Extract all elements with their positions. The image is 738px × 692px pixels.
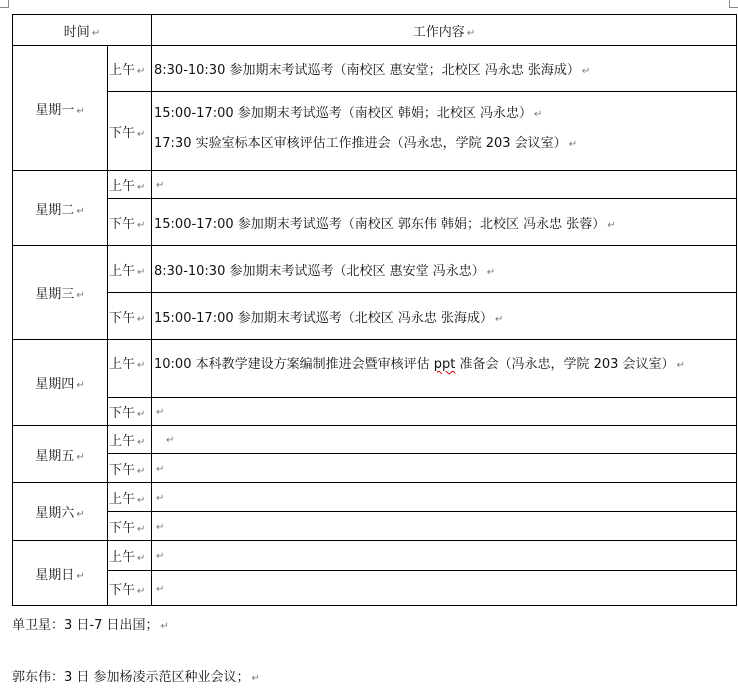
return-mark: ↵ bbox=[137, 553, 146, 564]
header-row bbox=[13, 15, 737, 46]
note-text: 郭东伟：3 日 参加杨凌示范区种业会议； bbox=[12, 670, 250, 685]
schedule-entry: 15:00-17:00 参加期末考试巡考（南校区 郭东伟 韩娟；北校区 冯永忠 张蓉） bbox=[154, 216, 606, 232]
day-row-sunday-am bbox=[13, 541, 737, 571]
half-cell-am[interactable] bbox=[108, 246, 152, 293]
half-label-am: 上午 bbox=[109, 550, 136, 565]
content-cell-sunday-pm[interactable] bbox=[152, 571, 737, 606]
return-mark: ↵ bbox=[156, 521, 165, 533]
half-label-am: 上午 bbox=[109, 263, 136, 279]
content-cell-monday-pm[interactable] bbox=[152, 92, 737, 171]
content-cell-monday-am[interactable] bbox=[152, 46, 737, 92]
day-cell-friday[interactable] bbox=[13, 426, 108, 483]
half-label-am: 上午 bbox=[109, 179, 136, 194]
return-mark: ↵ bbox=[76, 570, 85, 582]
content-cell-saturday-pm[interactable] bbox=[152, 512, 737, 541]
return-mark: ↵ bbox=[137, 494, 146, 506]
return-mark: ↵ bbox=[137, 66, 146, 77]
content-cell-thursday-am[interactable] bbox=[152, 340, 737, 398]
header-time-cell[interactable] bbox=[13, 15, 152, 46]
schedule-entry: 8:30-10:30 参加期末考试巡考（北校区 惠安堂 冯永忠） bbox=[154, 263, 485, 279]
half-cell-am[interactable] bbox=[108, 46, 152, 92]
day-label: 星期四 bbox=[35, 377, 75, 392]
half-label-am: 上午 bbox=[109, 357, 136, 372]
half-label-am: 上午 bbox=[109, 491, 136, 507]
content-cell-sunday-am[interactable] bbox=[152, 541, 737, 571]
return-mark: ↵ bbox=[486, 266, 496, 278]
return-mark: ↵ bbox=[76, 380, 85, 391]
schedule-entry: 15:00-17:00 参加期末考试巡考（北校区 冯永忠 张海成） bbox=[154, 310, 494, 326]
return-mark: ↵ bbox=[166, 435, 175, 446]
header-time-label: 时间 bbox=[63, 24, 90, 40]
day-label: 星期六 bbox=[35, 506, 75, 521]
day-row-tuesday-pm bbox=[13, 199, 737, 246]
day-cell-tuesday[interactable] bbox=[13, 171, 108, 246]
day-row-wednesday-pm bbox=[13, 293, 737, 340]
return-mark: ↵ bbox=[495, 313, 504, 325]
return-mark: ↵ bbox=[137, 128, 146, 140]
half-cell-pm[interactable] bbox=[108, 571, 152, 606]
return-mark: ↵ bbox=[137, 465, 146, 477]
note-line-1[interactable] bbox=[12, 614, 169, 633]
half-cell-pm[interactable] bbox=[108, 454, 152, 483]
return-mark: ↵ bbox=[76, 105, 85, 117]
return-mark: ↵ bbox=[137, 585, 146, 597]
day-row-thursday-am bbox=[13, 340, 737, 398]
day-cell-wednesday[interactable] bbox=[13, 246, 108, 340]
return-mark: ↵ bbox=[76, 451, 85, 463]
half-label-pm: 下午 bbox=[109, 216, 136, 232]
header-content-label: 工作内容 bbox=[412, 24, 465, 40]
return-mark: ↵ bbox=[137, 182, 146, 193]
return-mark: ↵ bbox=[137, 437, 146, 448]
half-label-pm: 下午 bbox=[109, 582, 136, 598]
content-cell-friday-pm[interactable] bbox=[152, 454, 737, 483]
half-cell-pm[interactable] bbox=[108, 293, 152, 340]
day-row-tuesday-am bbox=[13, 171, 737, 199]
half-cell-am[interactable] bbox=[108, 426, 152, 454]
content-cell-thursday-pm[interactable] bbox=[152, 398, 737, 426]
day-label: 星期二 bbox=[35, 202, 75, 218]
half-cell-am[interactable] bbox=[108, 171, 152, 199]
day-label: 星期五 bbox=[35, 448, 75, 464]
content-cell-tuesday-pm[interactable] bbox=[152, 199, 737, 246]
crop-mark-icon bbox=[0, 0, 9, 8]
content-cell-saturday-am[interactable] bbox=[152, 483, 737, 512]
schedule-entry: 15:00-17:00 参加期末考试巡考（南校区 韩娟；北校区 冯永忠） bbox=[154, 105, 533, 121]
half-cell-am[interactable] bbox=[108, 483, 152, 512]
crop-mark-icon bbox=[729, 0, 738, 8]
day-row-sunday-pm bbox=[13, 571, 737, 606]
schedule-entry: 8:30-10:30 参加期末考试巡考（南校区 惠安堂；北校区 冯永忠 张海成） bbox=[154, 63, 580, 78]
return-mark: ↵ bbox=[156, 551, 165, 562]
half-cell-pm[interactable] bbox=[108, 398, 152, 426]
day-cell-saturday[interactable] bbox=[13, 483, 108, 541]
schedule-table bbox=[12, 14, 737, 606]
return-mark: ↵ bbox=[156, 407, 165, 418]
note-text: 单卫星：3 日-7 日出国； bbox=[12, 618, 159, 633]
half-label-pm: 下午 bbox=[109, 520, 136, 536]
return-mark: ↵ bbox=[137, 409, 146, 420]
return-mark: ↵ bbox=[568, 138, 578, 150]
half-cell-pm[interactable] bbox=[108, 512, 152, 541]
day-row-monday-am bbox=[13, 46, 737, 92]
return-mark: ↵ bbox=[534, 108, 543, 120]
day-cell-sunday[interactable] bbox=[13, 541, 108, 606]
return-mark: ↵ bbox=[156, 463, 165, 475]
return-mark: ↵ bbox=[156, 492, 165, 504]
return-mark: ↵ bbox=[76, 205, 85, 217]
day-row-saturday-pm bbox=[13, 512, 737, 541]
content-cell-wednesday-am[interactable] bbox=[152, 246, 737, 293]
day-row-monday-pm bbox=[13, 92, 737, 171]
half-label-am: 上午 bbox=[109, 434, 136, 449]
day-cell-monday[interactable] bbox=[13, 46, 108, 171]
half-cell-pm[interactable] bbox=[108, 92, 152, 171]
note-line-2[interactable] bbox=[12, 666, 260, 685]
schedule-entry: 10:00 本科教学建设方案编制推进会暨审核评估 ppt 准备会（冯永忠，学院 203 会议室） bbox=[154, 357, 675, 372]
return-mark: ↵ bbox=[676, 360, 685, 371]
return-mark: ↵ bbox=[137, 523, 146, 535]
return-mark: ↵ bbox=[160, 621, 169, 632]
day-row-thursday-pm bbox=[13, 398, 737, 426]
day-row-friday-pm bbox=[13, 454, 737, 483]
content-cell-tuesday-am[interactable] bbox=[152, 171, 737, 199]
content-cell-wednesday-pm[interactable] bbox=[152, 293, 737, 340]
day-label: 星期三 bbox=[35, 287, 75, 302]
return-mark: ↵ bbox=[251, 673, 260, 684]
return-mark: ↵ bbox=[91, 27, 101, 39]
day-row-wednesday-am bbox=[13, 246, 737, 293]
half-label-pm: 下午 bbox=[109, 125, 136, 141]
half-label-pm: 下午 bbox=[109, 310, 136, 326]
header-content-cell[interactable] bbox=[152, 15, 737, 46]
day-label: 星期一 bbox=[35, 102, 75, 118]
day-label: 星期日 bbox=[35, 567, 75, 583]
return-mark: ↵ bbox=[581, 66, 591, 77]
return-mark: ↵ bbox=[156, 583, 165, 595]
half-cell-am[interactable] bbox=[108, 541, 152, 571]
return-mark: ↵ bbox=[156, 180, 165, 191]
return-mark: ↵ bbox=[137, 266, 146, 278]
half-cell-pm[interactable] bbox=[108, 199, 152, 246]
return-mark: ↵ bbox=[76, 290, 85, 301]
day-cell-thursday[interactable] bbox=[13, 340, 108, 426]
half-cell-am[interactable] bbox=[108, 340, 152, 398]
return-mark: ↵ bbox=[137, 219, 146, 231]
half-label-am: 上午 bbox=[109, 63, 136, 78]
return-mark: ↵ bbox=[607, 219, 616, 231]
day-row-friday-am bbox=[13, 426, 737, 454]
schedule-entry: 17:30 实验室标本区审核评估工作推进会（冯永忠，学院 203 会议室） bbox=[154, 135, 567, 151]
return-mark: ↵ bbox=[76, 509, 85, 520]
spellcheck-word: ppt bbox=[433, 357, 456, 372]
return-mark: ↵ bbox=[137, 313, 146, 325]
day-row-saturday-am bbox=[13, 483, 737, 512]
half-label-pm: 下午 bbox=[109, 406, 136, 421]
half-label-pm: 下午 bbox=[109, 462, 136, 478]
return-mark: ↵ bbox=[137, 360, 146, 371]
content-cell-friday-am[interactable] bbox=[152, 426, 737, 454]
return-mark: ↵ bbox=[466, 27, 476, 39]
